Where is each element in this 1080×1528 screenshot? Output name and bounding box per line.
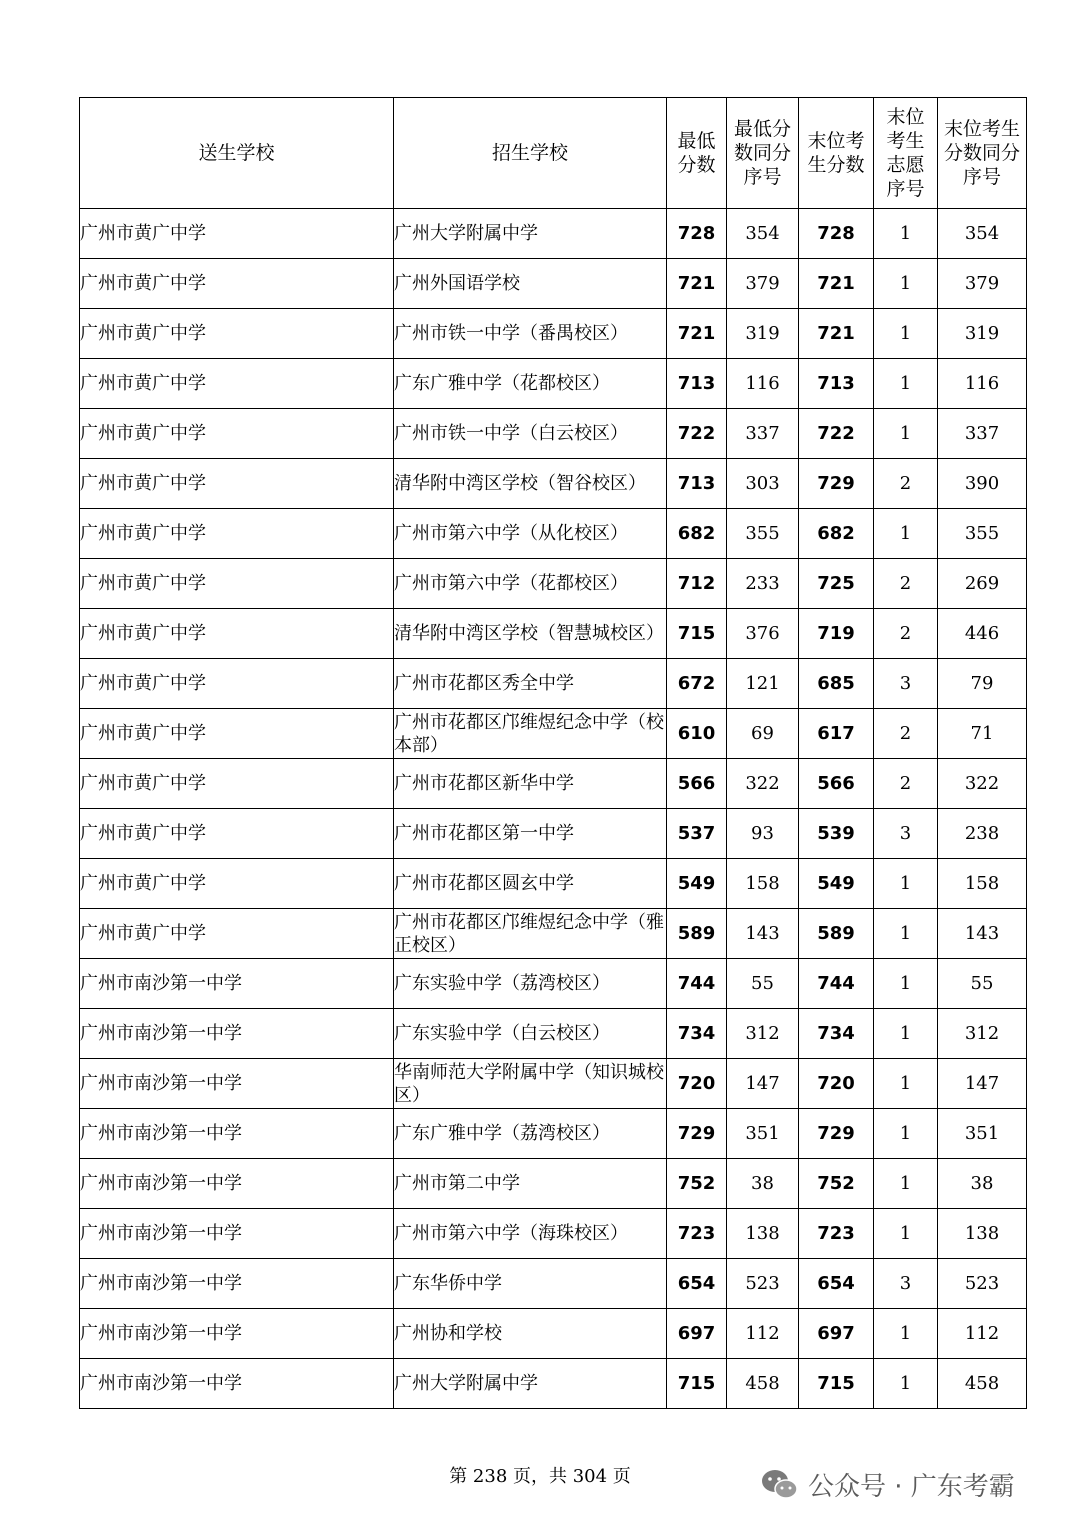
- min-score-rank-cell: 147: [727, 1059, 799, 1109]
- last-choice-no-cell: 1: [874, 1359, 938, 1409]
- last-score-cell: 722: [799, 409, 874, 459]
- min-score-cell: 744: [667, 959, 727, 1009]
- last-score-cell: 729: [799, 459, 874, 509]
- last-choice-no-cell: 2: [874, 759, 938, 809]
- min-score-cell: 723: [667, 1209, 727, 1259]
- min-score-rank-cell: 121: [727, 659, 799, 709]
- min-score-rank-cell: 143: [727, 909, 799, 959]
- min-score-rank-cell: 138: [727, 1209, 799, 1259]
- min-score-cell: 654: [667, 1259, 727, 1309]
- admitting-school-cell: 广州市铁一中学（番禺校区）: [394, 309, 667, 359]
- min-score-rank-cell: 458: [727, 1359, 799, 1409]
- min-score-cell: 715: [667, 1359, 727, 1409]
- admitting-school-cell: 广州市第六中学（花都校区）: [394, 559, 667, 609]
- admitting-school-cell: 广州市第六中学（海珠校区）: [394, 1209, 667, 1259]
- min-score-rank-cell: 355: [727, 509, 799, 559]
- min-score-cell: 610: [667, 709, 727, 759]
- header-min-score-rank: 最低分 数同分 序号: [727, 98, 799, 209]
- header-admitting-school: 招生学校: [394, 98, 667, 209]
- last-choice-no-cell: 1: [874, 409, 938, 459]
- table-row: [80, 1159, 1027, 1209]
- header-row: [80, 98, 1027, 209]
- header-min-score: 最低 分数: [667, 98, 727, 209]
- sending-school-cell: 广州市黄广中学: [80, 209, 394, 259]
- last-choice-no-cell: 1: [874, 959, 938, 1009]
- last-choice-no-cell: 1: [874, 1109, 938, 1159]
- last-score-cell: 654: [799, 1259, 874, 1309]
- last-choice-no-cell: 2: [874, 609, 938, 659]
- last-choice-no-cell: 3: [874, 659, 938, 709]
- last-score-rank-cell: 55: [938, 959, 1027, 1009]
- min-score-rank-cell: 337: [727, 409, 799, 459]
- sending-school-cell: 广州市黄广中学: [80, 359, 394, 409]
- table-row: [80, 709, 1027, 759]
- min-score-cell: 549: [667, 859, 727, 909]
- min-score-rank-cell: 112: [727, 1309, 799, 1359]
- last-score-cell: 682: [799, 509, 874, 559]
- min-score-cell: 721: [667, 259, 727, 309]
- last-choice-no-cell: 1: [874, 509, 938, 559]
- sending-school-cell: 广州市黄广中学: [80, 259, 394, 309]
- last-score-rank-cell: 112: [938, 1309, 1027, 1359]
- table-row: [80, 1259, 1027, 1309]
- min-score-rank-cell: 69: [727, 709, 799, 759]
- sending-school-cell: 广州市南沙第一中学: [80, 1209, 394, 1259]
- last-score-cell: 721: [799, 309, 874, 359]
- last-score-cell: 721: [799, 259, 874, 309]
- header-last-choice-no: 末位 考生 志愿 序号: [874, 98, 938, 209]
- table-row: [80, 1009, 1027, 1059]
- last-score-cell: 729: [799, 1109, 874, 1159]
- last-score-rank-cell: 269: [938, 559, 1027, 609]
- min-score-cell: 537: [667, 809, 727, 859]
- sending-school-cell: 广州市黄广中学: [80, 609, 394, 659]
- table-row: [80, 209, 1027, 259]
- last-score-rank-cell: 138: [938, 1209, 1027, 1259]
- last-score-cell: 566: [799, 759, 874, 809]
- admitting-school-cell: 广州市花都区秀全中学: [394, 659, 667, 709]
- last-choice-no-cell: 3: [874, 809, 938, 859]
- table-row: [80, 509, 1027, 559]
- sending-school-cell: 广州市黄广中学: [80, 509, 394, 559]
- last-choice-no-cell: 1: [874, 1009, 938, 1059]
- min-score-cell: 713: [667, 359, 727, 409]
- page-number: 第 238 页，共 304 页: [449, 1466, 631, 1487]
- sending-school-cell: 广州市南沙第一中学: [80, 959, 394, 1009]
- min-score-rank-cell: 319: [727, 309, 799, 359]
- min-score-rank-cell: 322: [727, 759, 799, 809]
- last-choice-no-cell: 1: [874, 1159, 938, 1209]
- min-score-cell: 566: [667, 759, 727, 809]
- last-score-cell: 539: [799, 809, 874, 859]
- table-row: [80, 909, 1027, 959]
- min-score-cell: 734: [667, 1009, 727, 1059]
- last-score-rank-cell: 523: [938, 1259, 1027, 1309]
- sending-school-cell: 广州市南沙第一中学: [80, 1109, 394, 1159]
- admitting-school-cell: 广东华侨中学: [394, 1259, 667, 1309]
- last-choice-no-cell: 1: [874, 1059, 938, 1109]
- admitting-school-cell: 广州市第六中学（从化校区）: [394, 509, 667, 559]
- admitting-school-cell: 清华附中湾区学校（智慧城校区）: [394, 609, 667, 659]
- sending-school-cell: 广州市黄广中学: [80, 859, 394, 909]
- table-row: [80, 1209, 1027, 1259]
- min-score-rank-cell: 116: [727, 359, 799, 409]
- last-score-rank-cell: 312: [938, 1009, 1027, 1059]
- admitting-school-cell: 广州市第二中学: [394, 1159, 667, 1209]
- min-score-rank-cell: 93: [727, 809, 799, 859]
- table-row: [80, 259, 1027, 309]
- last-score-rank-cell: 143: [938, 909, 1027, 959]
- table-body: [80, 209, 1027, 1409]
- admitting-school-cell: 广州市铁一中学（白云校区）: [394, 409, 667, 459]
- last-score-rank-cell: 38: [938, 1159, 1027, 1209]
- sending-school-cell: 广州市黄广中学: [80, 909, 394, 959]
- last-score-cell: 725: [799, 559, 874, 609]
- last-choice-no-cell: 1: [874, 259, 938, 309]
- table-row: [80, 659, 1027, 709]
- min-score-rank-cell: 523: [727, 1259, 799, 1309]
- table-row: [80, 1109, 1027, 1159]
- min-score-cell: 728: [667, 209, 727, 259]
- min-score-rank-cell: 312: [727, 1009, 799, 1059]
- admitting-school-cell: 广东实验中学（荔湾校区）: [394, 959, 667, 1009]
- last-score-rank-cell: 446: [938, 609, 1027, 659]
- admitting-school-cell: 广州外国语学校: [394, 259, 667, 309]
- sending-school-cell: 广州市黄广中学: [80, 759, 394, 809]
- admission-table: [79, 97, 1027, 1409]
- last-choice-no-cell: 1: [874, 859, 938, 909]
- min-score-cell: 713: [667, 459, 727, 509]
- last-choice-no-cell: 2: [874, 459, 938, 509]
- last-score-rank-cell: 458: [938, 1359, 1027, 1409]
- last-score-cell: 720: [799, 1059, 874, 1109]
- table-header: [80, 98, 1027, 209]
- min-score-cell: 752: [667, 1159, 727, 1209]
- min-score-cell: 672: [667, 659, 727, 709]
- last-score-rank-cell: 319: [938, 309, 1027, 359]
- sending-school-cell: 广州市黄广中学: [80, 659, 394, 709]
- last-score-rank-cell: 322: [938, 759, 1027, 809]
- admitting-school-cell: 广州市花都区邝维煜纪念中学（雅正校区）: [394, 909, 667, 959]
- min-score-cell: 712: [667, 559, 727, 609]
- last-choice-no-cell: 2: [874, 709, 938, 759]
- min-score-rank-cell: 376: [727, 609, 799, 659]
- admitting-school-cell: 广州大学附属中学: [394, 1359, 667, 1409]
- last-choice-no-cell: 1: [874, 359, 938, 409]
- last-score-cell: 713: [799, 359, 874, 409]
- sending-school-cell: 广州市南沙第一中学: [80, 1009, 394, 1059]
- min-score-cell: 720: [667, 1059, 727, 1109]
- admitting-school-cell: 广州协和学校: [394, 1309, 667, 1359]
- min-score-rank-cell: 233: [727, 559, 799, 609]
- table-row: [80, 809, 1027, 859]
- min-score-rank-cell: 379: [727, 259, 799, 309]
- sending-school-cell: 广州市黄广中学: [80, 309, 394, 359]
- table-row: [80, 559, 1027, 609]
- last-score-cell: 719: [799, 609, 874, 659]
- sending-school-cell: 广州市南沙第一中学: [80, 1309, 394, 1359]
- last-score-rank-cell: 354: [938, 209, 1027, 259]
- table-row: [80, 1359, 1027, 1409]
- last-score-rank-cell: 71: [938, 709, 1027, 759]
- admitting-school-cell: 广东广雅中学（花都校区）: [394, 359, 667, 409]
- table-row: [80, 859, 1027, 909]
- admitting-school-cell: 广州大学附属中学: [394, 209, 667, 259]
- admitting-school-cell: 广州市花都区邝维煜纪念中学（校本部）: [394, 709, 667, 759]
- admitting-school-cell: 清华附中湾区学校（智谷校区）: [394, 459, 667, 509]
- last-score-cell: 723: [799, 1209, 874, 1259]
- last-score-cell: 697: [799, 1309, 874, 1359]
- header-last-score-rank: 末位考生 分数同分 序号: [938, 98, 1027, 209]
- min-score-cell: 721: [667, 309, 727, 359]
- sending-school-cell: 广州市南沙第一中学: [80, 1059, 394, 1109]
- last-score-cell: 549: [799, 859, 874, 909]
- last-choice-no-cell: 1: [874, 1309, 938, 1359]
- min-score-cell: 589: [667, 909, 727, 959]
- table-row: [80, 309, 1027, 359]
- min-score-rank-cell: 55: [727, 959, 799, 1009]
- last-score-rank-cell: 390: [938, 459, 1027, 509]
- min-score-cell: 729: [667, 1109, 727, 1159]
- admitting-school-cell: 广东实验中学（白云校区）: [394, 1009, 667, 1059]
- header-last-score: 末位考 生分数: [799, 98, 874, 209]
- min-score-rank-cell: 158: [727, 859, 799, 909]
- table-row: [80, 1309, 1027, 1359]
- last-score-rank-cell: 116: [938, 359, 1027, 409]
- last-choice-no-cell: 1: [874, 309, 938, 359]
- last-choice-no-cell: 1: [874, 909, 938, 959]
- last-score-rank-cell: 147: [938, 1059, 1027, 1109]
- min-score-cell: 697: [667, 1309, 727, 1359]
- table-row: [80, 359, 1027, 409]
- table-row: [80, 959, 1027, 1009]
- sending-school-cell: 广州市南沙第一中学: [80, 1359, 394, 1409]
- last-score-rank-cell: 351: [938, 1109, 1027, 1159]
- last-score-rank-cell: 79: [938, 659, 1027, 709]
- last-score-cell: 728: [799, 209, 874, 259]
- sending-school-cell: 广州市南沙第一中学: [80, 1159, 394, 1209]
- table-row: [80, 759, 1027, 809]
- last-score-rank-cell: 238: [938, 809, 1027, 859]
- last-score-rank-cell: 158: [938, 859, 1027, 909]
- min-score-rank-cell: 354: [727, 209, 799, 259]
- table-row: [80, 609, 1027, 659]
- last-score-cell: 744: [799, 959, 874, 1009]
- last-score-cell: 685: [799, 659, 874, 709]
- sending-school-cell: 广州市黄广中学: [80, 459, 394, 509]
- last-choice-no-cell: 3: [874, 1259, 938, 1309]
- sending-school-cell: 广州市黄广中学: [80, 709, 394, 759]
- last-choice-no-cell: 1: [874, 1209, 938, 1259]
- last-score-rank-cell: 337: [938, 409, 1027, 459]
- header-sending-school: 送生学校: [80, 98, 394, 209]
- table-row: [80, 1059, 1027, 1109]
- last-score-rank-cell: 379: [938, 259, 1027, 309]
- admitting-school-cell: 广州市花都区新华中学: [394, 759, 667, 809]
- min-score-cell: 715: [667, 609, 727, 659]
- table-row: [80, 459, 1027, 509]
- min-score-rank-cell: 303: [727, 459, 799, 509]
- last-choice-no-cell: 2: [874, 559, 938, 609]
- min-score-cell: 722: [667, 409, 727, 459]
- last-score-cell: 715: [799, 1359, 874, 1409]
- sending-school-cell: 广州市南沙第一中学: [80, 1259, 394, 1309]
- last-score-rank-cell: 355: [938, 509, 1027, 559]
- watermark-text: 公众号 · 广东考霸: [808, 1472, 1015, 1502]
- table-row: [80, 409, 1027, 459]
- sending-school-cell: 广州市黄广中学: [80, 809, 394, 859]
- admitting-school-cell: 广东广雅中学（荔湾校区）: [394, 1109, 667, 1159]
- min-score-rank-cell: 38: [727, 1159, 799, 1209]
- last-score-cell: 752: [799, 1159, 874, 1209]
- last-choice-no-cell: 1: [874, 209, 938, 259]
- sending-school-cell: 广州市黄广中学: [80, 409, 394, 459]
- min-score-cell: 682: [667, 509, 727, 559]
- wechat-icon: [760, 1468, 800, 1502]
- last-score-cell: 734: [799, 1009, 874, 1059]
- last-score-cell: 589: [799, 909, 874, 959]
- admitting-school-cell: 广州市花都区圆玄中学: [394, 859, 667, 909]
- min-score-rank-cell: 351: [727, 1109, 799, 1159]
- watermark: [760, 1466, 1015, 1503]
- sending-school-cell: 广州市黄广中学: [80, 559, 394, 609]
- admitting-school-cell: 广州市花都区第一中学: [394, 809, 667, 859]
- admitting-school-cell: 华南师范大学附属中学（知识城校区）: [394, 1059, 667, 1109]
- last-score-cell: 617: [799, 709, 874, 759]
